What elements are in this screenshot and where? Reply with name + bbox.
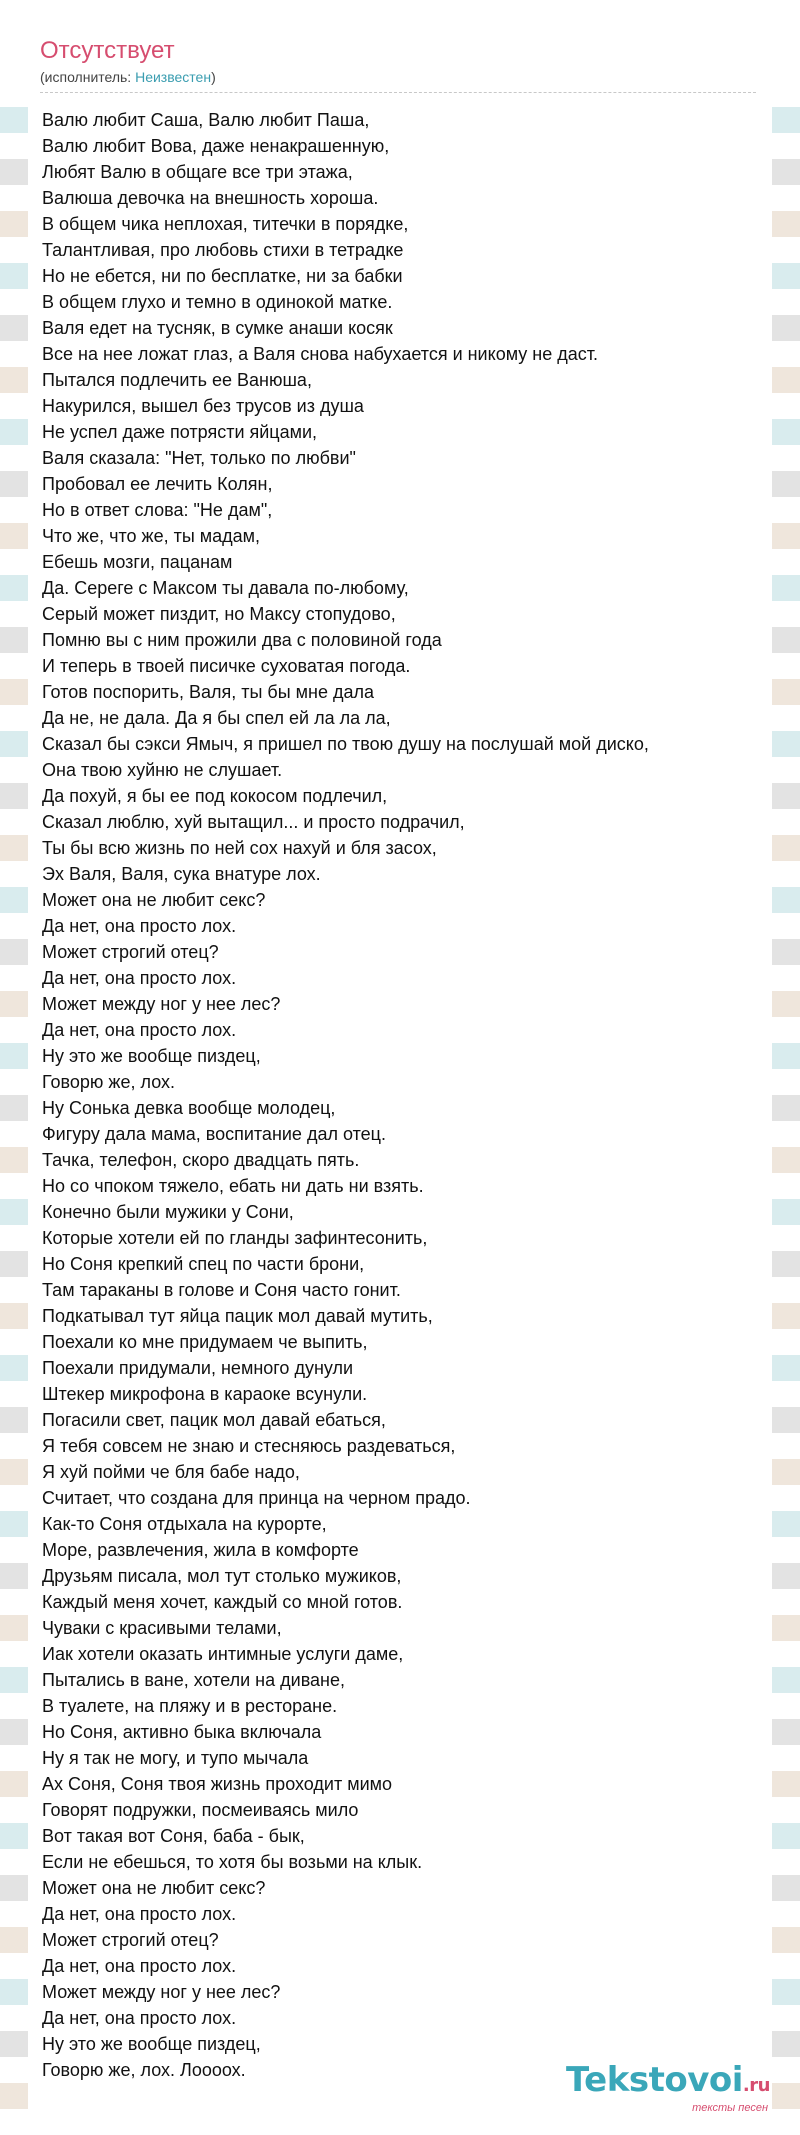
lyric-line: Валю любит Вова, даже ненакрашенную, [42,136,390,156]
lyric-line: Но Соня, активно быка включала [42,1722,322,1742]
lyric-line: Поехали придумали, немного дунули [42,1358,354,1378]
lyric-line: Там тараканы в голове и Соня часто гонит. [42,1280,401,1300]
lyric-line: Штекер микрофона в караоке всунули. [42,1384,368,1404]
lyric-line: Да нет, она просто лох. [42,968,237,988]
lyric-line: Но со чпоком тяжело, ебать ни дать ни взять. [42,1176,424,1196]
performer-prefix: (исполнитель: [40,69,136,85]
logo-tld: .ru [742,2075,770,2096]
lyric-line: Может она не любит секс? [42,1878,266,1898]
lyric-line: В общем глухо и темно в одинокой матке. [42,292,393,312]
lyric-line: Может она не любит секс? [42,890,266,910]
site-logo[interactable] [566,2060,776,2112]
lyric-line: Иак хотели оказать интимные услуги даме, [42,1644,404,1664]
lyric-line: Ну Сонька девка вообще молодец, [42,1098,336,1118]
lyric-line: Я тебя совсем не знаю и стесняюсь раздеваться, [42,1436,456,1456]
lyric-line: Вот такая вот Соня, баба - бык, [42,1826,305,1846]
lyric-line: Готов поспорить, Валя, ты бы мне дала [42,682,375,702]
lyric-line: Валюша девочка на внешность хороша. [42,188,379,208]
lyric-line: Она твою хуйню не слушает. [42,760,283,780]
lyric-line: Да не, не дала. Да я бы спел ей ла ла ла, [42,708,391,728]
lyric-line: Как-то Соня отдыхала на курорте, [42,1514,327,1534]
header-divider [40,92,756,93]
lyric-line: Погасили свет, пацик мол давай ебаться, [42,1410,386,1430]
logo-name: Tekstovoi [566,2060,743,2100]
lyric-line: Что же, что же, ты мадам, [42,526,261,546]
lyric-line: Не успел даже потрясти яйцами, [42,422,318,442]
performer-line [40,68,760,86]
lyric-line: Ах Соня, Соня твоя жизнь проходит мимо [42,1774,393,1794]
lyric-line: Считает, что создана для принца на черном прадо. [42,1488,471,1508]
lyric-line: Но Соня крепкий спец по части брони, [42,1254,365,1274]
lyric-line: Друзьям писала, мол тут столько мужиков, [42,1566,402,1586]
lyric-line: Ну это же вообще пиздец, [42,2034,261,2054]
lyrics-body [42,107,762,2083]
lyric-line: Фигуру дала мама, воспитание дал отец. [42,1124,386,1144]
lyric-line: Тачка, телефон, скоро двадцать пять. [42,1150,360,1170]
lyric-line: Конечно были мужики у Сони, [42,1202,294,1222]
lyric-line: Пытался подлечить ее Ванюша, [42,370,312,390]
logo-tagline: тексты песен [692,2102,768,2114]
lyric-line: Ебешь мозги, пацанам [42,552,233,572]
lyric-line: Море, развлечения, жила в комфорте [42,1540,359,1560]
lyric-line: Серый может пиздит, но Максу стопудово, [42,604,396,624]
lyric-line: Все на нее ложат глаз, а Валя снова набухается и никому не даст. [42,344,598,364]
lyric-line: Пытались в ване, хотели на диване, [42,1670,346,1690]
lyric-line: Ну это же вообще пиздец, [42,1046,261,1066]
lyric-line: Валя сказала: "Нет, только по любви" [42,448,356,468]
song-title: Отсутствует [40,37,175,64]
lyric-line: Да нет, она просто лох. [42,1020,237,1040]
lyric-line: Да нет, она просто лох. [42,1956,237,1976]
lyric-line: Если не ебешься, то хотя бы возьми на клык. [42,1852,423,1872]
lyric-line: И теперь в твоей писичке суховатая погода. [42,656,411,676]
lyric-line: Говорят подружки, посмеиваясь мило [42,1800,359,1820]
lyric-line: Накурился, вышел без трусов из душа [42,396,364,416]
lyric-line: Каждый меня хочет, каждый со мной готов. [42,1592,403,1612]
lyric-line: Валю любит Саша, Валю любит Паша, [42,110,370,130]
lyric-line: Может между ног у нее лес? [42,994,281,1014]
lyric-line: Валя едет на тусняк, в сумке анаши косяк [42,318,393,338]
lyric-line: Чуваки с красивыми телами, [42,1618,282,1638]
lyric-line: Говорю же, лох. Лоооох. [42,2060,246,2080]
lyric-line: Сказал бы сэкси Ямыч, я пришел по твою душу на послушай мой диско, [42,734,649,754]
lyric-line: В общем чика неплохая, титечки в порядке, [42,214,409,234]
lyric-line: Любят Валю в общаге все три этажа, [42,162,353,182]
lyric-line: Может строгий отец? [42,1930,219,1950]
lyric-line: Но в ответ слова: "Не дам", [42,500,273,520]
performer-link[interactable]: Неизвестен [135,69,212,85]
lyric-line: Сказал люблю, хуй вытащил... и просто подрачил, [42,812,465,832]
lyric-line: Да нет, она просто лох. [42,916,237,936]
performer-suffix: ) [211,69,216,85]
lyric-line: Да. Сереге с Максом ты давала по-любому, [42,578,409,598]
lyric-line: Талантливая, про любовь стихи в тетрадке [42,240,404,260]
lyric-line: Говорю же, лох. [42,1072,176,1092]
lyric-line: Пробовал ее лечить Колян, [42,474,273,494]
lyric-line: Эх Валя, Валя, сука внатуре лох. [42,864,321,884]
lyric-line: Помню вы с ним прожили два с половиной года [42,630,442,650]
lyric-line: Ты бы всю жизнь по ней сох нахуй и бля засох, [42,838,437,858]
lyric-line: Да нет, она просто лох. [42,1904,237,1924]
lyric-line: Может между ног у нее лес? [42,1982,281,2002]
lyric-line: Которые хотели ей по гланды зафинтесонить, [42,1228,428,1248]
logo-wordmark [566,2060,776,2106]
lyric-line: Я хуй пойми че бля бабе надо, [42,1462,300,1482]
song-header [40,36,760,86]
lyric-line: В туалете, на пляжу и в ресторане. [42,1696,338,1716]
lyric-line: Но не ебется, ни по бесплатке, ни за бабки [42,266,403,286]
lyric-line: Может строгий отец? [42,942,219,962]
lyric-line: Ну я так не могу, и тупо мычала [42,1748,309,1768]
lyric-line: Да нет, она просто лох. [42,2008,237,2028]
lyric-line: Поехали ко мне придумаем че выпить, [42,1332,368,1352]
lyric-line: Да похуй, я бы ее под кокосом подлечил, [42,786,388,806]
lyric-line: Подкатывал тут яйца пацик мол давай мутить, [42,1306,433,1326]
